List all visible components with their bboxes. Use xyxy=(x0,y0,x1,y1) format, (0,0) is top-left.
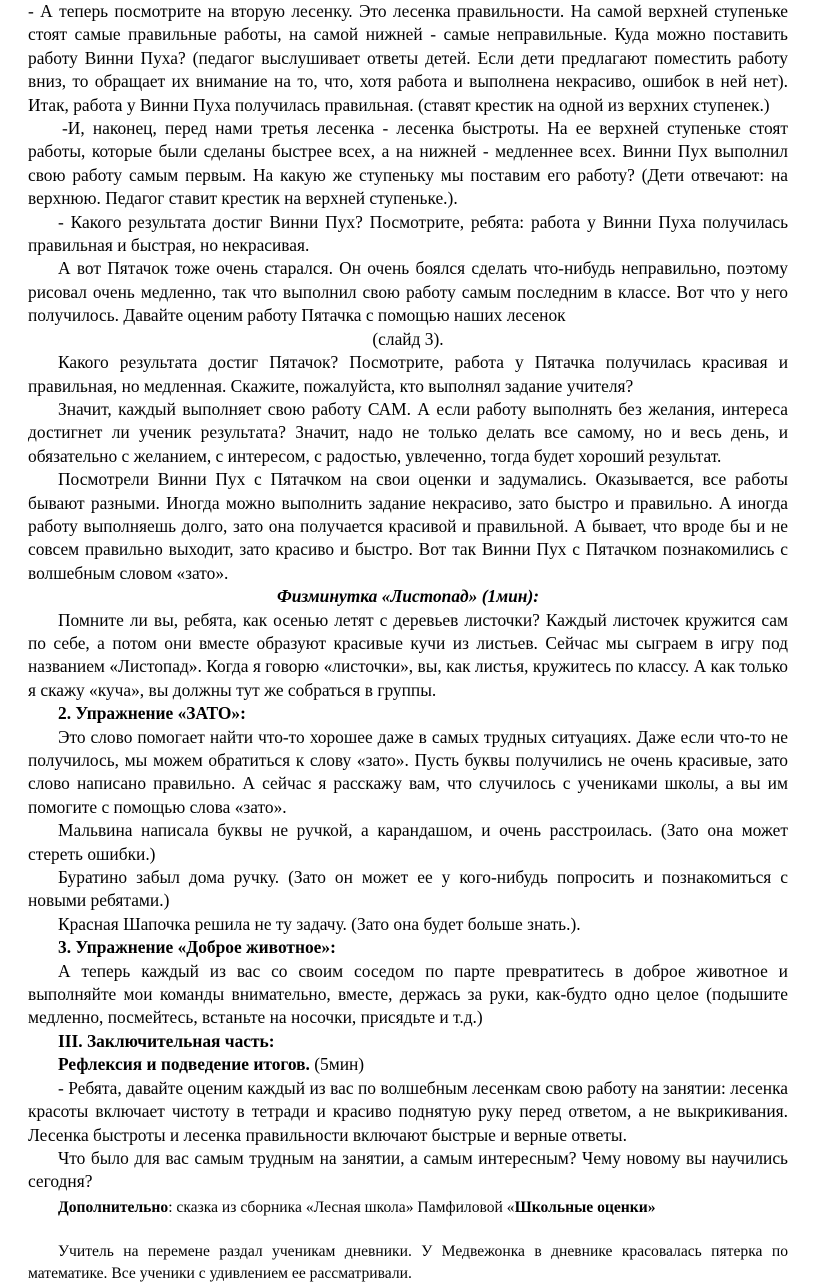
paragraph-listopad: Помните ли вы, ребята, как осенью летят с деревьев листочки? Каждый листочек кружится сам по себе, а потом они вместе образуют красивые кучи из листьев. Сейчас мы сыграем в игру под названием «Листопад». Когда я говорю «листочки», вы, как листья, кружитесь по классу. А как только я скажу «куча», вы должны тут же собраться в группы. xyxy=(28,609,788,700)
paragraph-ladder-correctness: - А теперь посмотрите на вторую лесенку. Это лесенка правильности. На самой верхней ступеньке стоят самые правильные работы, на самой нижней - самые неправильные. Куда можно поставить работу Винни Пуха? (педагог выслушивает ответы детей. Если дети предлагают поместить работу вниз, то обращает их внимание на то, что, хотя работа и выполнена некрасиво, ошибок в ней нет). Итак, работа у Винни Пуха получилась правильная. (ставят крестик на одной из верхних ступенек.) xyxy=(28,1,788,115)
exercise-2-heading: 2. Упражнение «ЗАТО»: xyxy=(58,703,246,724)
additional-label: Дополнительно xyxy=(58,1198,169,1216)
spacer xyxy=(28,1219,788,1241)
paragraph-malvina: Мальвина написала буквы не ручкой, а карандашом, и очень расстроилась. (Зато она может стереть ошибки.) xyxy=(28,820,788,864)
paragraph-red-riding-hood: Красная Шапочка решила не ту задачу. (Зато она будет больше знать.). xyxy=(58,913,581,934)
exercise-3-heading: 3. Упражнение «Доброе животное»: xyxy=(58,937,336,958)
reflection-time: (5мин) xyxy=(309,1054,365,1075)
paragraph-buratino: Буратино забыл дома ручку. (Зато он может ее у кого-нибудь попросить и познакомиться с новыми ребятами.) xyxy=(28,867,788,911)
additional-text: : сказка из сборника «Лесная школа» Памфиловой « xyxy=(168,1198,515,1216)
paragraph-reflection: - Ребята, давайте оценим каждый из вас по волшебным лесенкам свою работу на занятии: лесенка красоты включает чистоту в тетради и красиво поднятую руку перед ответом, а не выкрикивания. Лесенка быстроты и лесенка правильности включают быстрые и верные ответы. xyxy=(28,1077,788,1145)
paragraph-magic-word: Посмотрели Винни Пух с Пятачком на свои оценки и задумались. Оказывается, все работы бывают разными. Иногда можно выполнить задание некрасиво, зато быстро и правильно. А иногда работу выполняешь долго, зато она получается красивой и правильной. А бывает, что вроде бы и не совсем правильно выходит, зато красиво и быстро. Вот так Винни Пух с Пятачком познакомились с волшебным словом «зато». xyxy=(28,469,788,583)
reflection-line xyxy=(28,1053,788,1076)
paragraph-self-work: Значит, каждый выполняет свою работу САМ. А если работу выполнять без желания, интереса достигнет ли ученик результата? Значит, надо не только делать все самому, но и весь день, и обязательно с желанием, с интересом, с радостью, увлеченно, тогда будет хороший результат. xyxy=(28,398,788,466)
paragraph-piglet-result: Какого результата достиг Пятачок? Посмотрите, работа у Пятачка получилась красивая и правильная, но медленная. Скажите, пожалуйста, кто выполнял задание учителя? xyxy=(28,352,788,396)
paragraph-ladder-speed: -И, наконец, перед нами третья лесенка - лесенка быстроты. На ее верхней ступеньке стоят работы, которые были сделаны быстрее всех, а на нижней - медленнее всех. Винни Пух выполнил свою работу самым первым. На какую же ступеньку мы поставим его работу? (Дети отвечают: на верхнюю. Педагог ставит крестик на верхней ступеньке.). xyxy=(28,118,788,209)
paragraph-zato: Это слово помогает найти что-то хорошее даже в самых трудных ситуациях. Даже если что-то не получилось, мы можем обратиться к слову «зато». Пусть буквы получились не очень красивые, зато слово написано правильно. А сейчас я расскажу вам, что случилось с учениками школы, а вы им помогите с помощью слова «зато». xyxy=(28,726,788,817)
slide-reference: (слайд 3). xyxy=(372,328,444,349)
reflection-heading: Рефлексия и подведение итогов. xyxy=(58,1054,310,1075)
fizminutka-heading: Физминутка «Листопад» (1мин): xyxy=(276,586,540,607)
paragraph-fairy-tale-start: Учитель на перемене раздал ученикам дневники. У Медвежонка в дневнике красовалась пятерка по математике. Все ученики с удивлением ее рассматривали. xyxy=(28,1243,788,1283)
paragraph-questions: Что было для вас самым трудным на занятии, а самым интересным? Чему новому вы научились сегодня? xyxy=(28,1147,788,1192)
paragraph-piglet: А вот Пятачок тоже очень старался. Он очень боялся сделать что-нибудь неправильно, поэтому рисовал очень медленно, так что выполнил свою работу самым последним в классе. Вот что у него получилось. Давайте оценим работу Пятачка с помощью наших лесенок xyxy=(28,258,788,326)
part-3-heading: III. Заключительная часть: xyxy=(58,1030,275,1051)
paragraph-good-animal: А теперь каждый из вас со своим соседом по парте превратитесь в доброе животное и выполняйте мои команды внимательно, вместе, держась за руки, как-будто одно целое (подышите медленно, посмейтесь, встаньте на носочки, присядьте и т.д.) xyxy=(28,960,788,1028)
fairy-tale-title: Школьные оценки xyxy=(514,1198,648,1216)
additional-note xyxy=(28,1196,788,1219)
paragraph-winnie-result: - Какого результата достиг Винни Пух? Посмотрите, ребята: работа у Винни Пуха получилась правильная и быстрая, но некрасивая. xyxy=(28,211,788,256)
fairy-tale-title-end: » xyxy=(647,1198,656,1216)
